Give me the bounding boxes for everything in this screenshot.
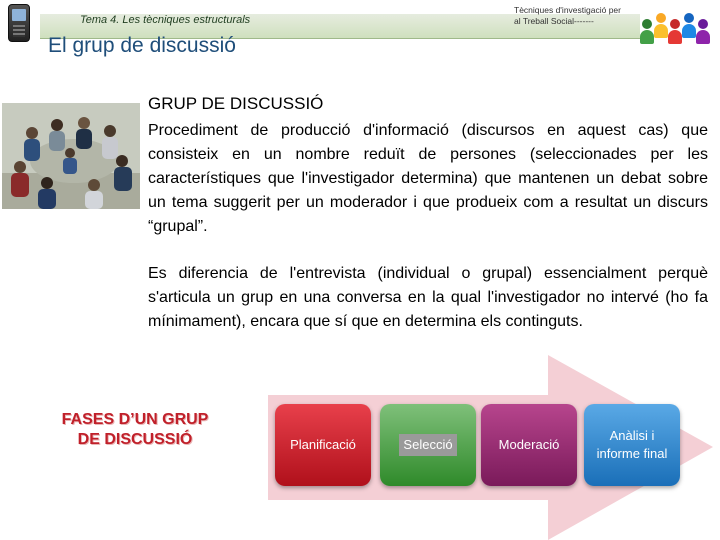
phase-step-label: Selecció — [399, 434, 456, 456]
people-group-icon — [638, 0, 720, 44]
phase-step-label-line1: Anàlisi i — [609, 428, 655, 443]
course-label-line2: al Treball Social------- — [514, 16, 594, 26]
group-discussion-photo — [2, 103, 140, 209]
course-label — [514, 5, 634, 27]
phase-step-label-line2: informe final — [596, 446, 668, 461]
phases-label-line2: DE DISCUSSIÓ — [77, 431, 193, 448]
mobile-phone-icon — [8, 4, 30, 42]
phase-step-seleccio — [380, 404, 476, 486]
phase-step-label: Moderació — [498, 437, 560, 452]
course-label-line1: Tècniques d'investigació per — [514, 5, 621, 15]
phase-step-label: Planificació — [290, 437, 356, 452]
section-heading: GRUP DE DISCUSSIÓ — [148, 94, 324, 113]
phases-label — [40, 410, 230, 450]
difference-paragraph: Es diferencia de l'entrevista (individual o grupal) essencialment perquè s'articula un grup en una conversa en la qual l'investigador no intervé (ho fa mínimament), encara que sí que en determina els continguts. — [148, 265, 708, 330]
definition-paragraph: Procediment de producció d'informació (discursos en aquest cas) que consisteix en un nombre reduït de persones (seleccionades per les característiques que l'investigador determina) que mantenen un debat sobre un tema suggerit per un moderador i que produeix com a resultat un discurs “grupal”. — [148, 122, 708, 235]
slide-title: El grup de discussió — [48, 34, 236, 57]
phase-step-moderacio — [481, 404, 577, 486]
phases-label-line1: FASES D’UN GRUP — [61, 411, 209, 428]
phase-step-planificacio — [275, 404, 371, 486]
phase-step-analisi — [584, 404, 680, 486]
topic-label: Tema 4. Les tècniques estructurals — [80, 14, 251, 26]
